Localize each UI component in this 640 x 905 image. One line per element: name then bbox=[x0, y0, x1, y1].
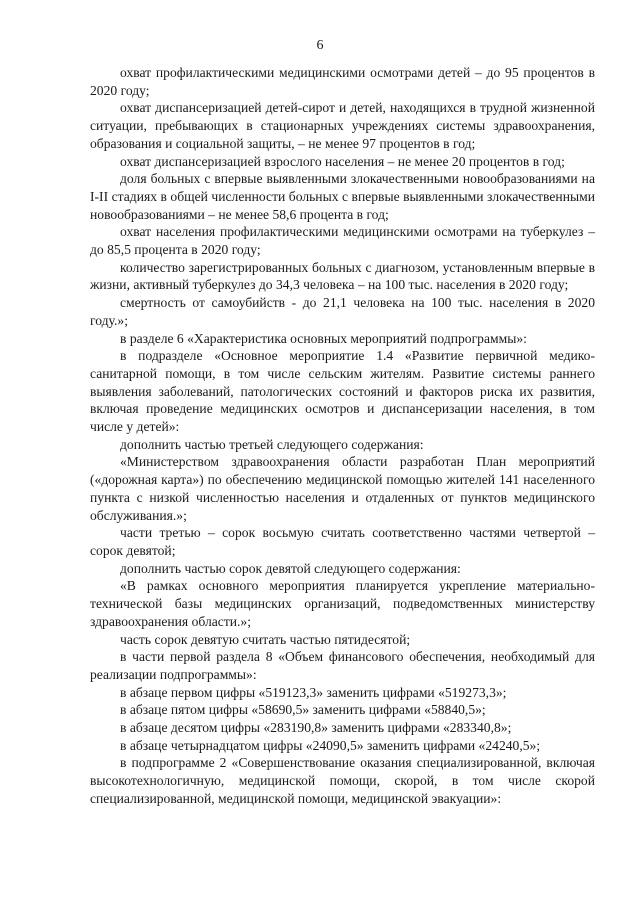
paragraph: дополнить частью третьей следующего содержания: bbox=[120, 436, 424, 452]
page-number: 6 bbox=[316, 38, 324, 53]
paragraph: в абзаце первом цифры «519123,3» заменить цифрами «519273,3»; bbox=[120, 684, 507, 700]
paragraph: части третью – сорок восьмую считать соответственно частями четвертой – сорок девятой; bbox=[90, 525, 595, 558]
paragraph: «В рамках основного мероприятия планируется укрепление материально-технической базы медицинских организаций, подведомственных министерству здравоохранения области.»; bbox=[90, 578, 595, 629]
paragraph: смертность от самоубийств - до 21,1 человека на 100 тыс. населения в 2020 году.»; bbox=[90, 295, 595, 328]
paragraph: часть сорок девятую считать частью пятидесятой; bbox=[120, 631, 411, 647]
paragraph: дополнить частью сорок девятой следующего содержания: bbox=[120, 560, 461, 576]
paragraph: «Министерством здравоохранения области разработан План мероприятий («дорожная карта») по обеспечению медицинской помощью жителей 141 населенного пункта с низкой численностью населения и отдаленных от пунктов медицинского обслуживания.»; bbox=[90, 454, 595, 523]
paragraph: охват диспансеризацией взрослого населения – не менее 20 процентов в год; bbox=[120, 153, 565, 169]
paragraph: в абзаце десятом цифры «283190,8» заменить цифрами «283340,8»; bbox=[120, 720, 512, 736]
paragraph: в абзаце пятом цифры «58690,5» заменить цифрами «58840,5»; bbox=[120, 702, 486, 718]
paragraph: охват профилактическими медицинскими осмотрами детей – до 95 процентов в 2020 году; bbox=[90, 65, 595, 98]
paragraph: в подпрограмме 2 «Совершенствование оказания специализированной, включая высокотехнологичную, медицинской помощи, скорой, в том числе скорой специализированной, медицинской помощи, медицинской эвакуации»: bbox=[90, 755, 595, 806]
paragraph: доля больных с впервые выявленными злокачественными новообразованиями на I-II стадиях в общей численности больных с впервые выявленными злокачественными новообразованиями – не менее 58,6 процента в год; bbox=[90, 171, 595, 222]
paragraph: охват населения профилактическими медицинскими осмотрами на туберкулез – до 85,5 процента в 2020 году; bbox=[90, 224, 595, 258]
paragraph: в части первой раздела 8 «Объем финансового обеспечения, необходимый для реализации подпрограммы»: bbox=[90, 649, 595, 682]
paragraph: количество зарегистрированных больных с диагнозом, установленным впервые в жизни, активный туберкулез до 34,3 человека – на 100 тыс. населения в 2020 году; bbox=[90, 259, 595, 293]
paragraph: в абзаце четырнадцатом цифры «24090,5» заменить цифрами «24240,5»; bbox=[120, 737, 541, 753]
paragraph: охват диспансеризацией детей-сирот и детей, находящихся в трудной жизненной ситуации, пребывающих в стационарных учреждениях системы здравоохранения, образования и социальной защиты, – не менее 97 процентов в год; bbox=[90, 100, 595, 151]
paragraph: в подразделе «Основное мероприятие 1.4 «Развитие первичной медико-санитарной помощи, в том числе сельским жителям. Развитие системы раннего выявления заболеваний, патологических состояний и факторов риска их развития, включая проведение медицинских осмотров и диспансеризации населения, в том числе у детей»: bbox=[90, 348, 595, 435]
paragraph: в разделе 6 «Характеристика основных мероприятий подпрограммы»: bbox=[120, 330, 527, 346]
document-body bbox=[90, 64, 595, 808]
